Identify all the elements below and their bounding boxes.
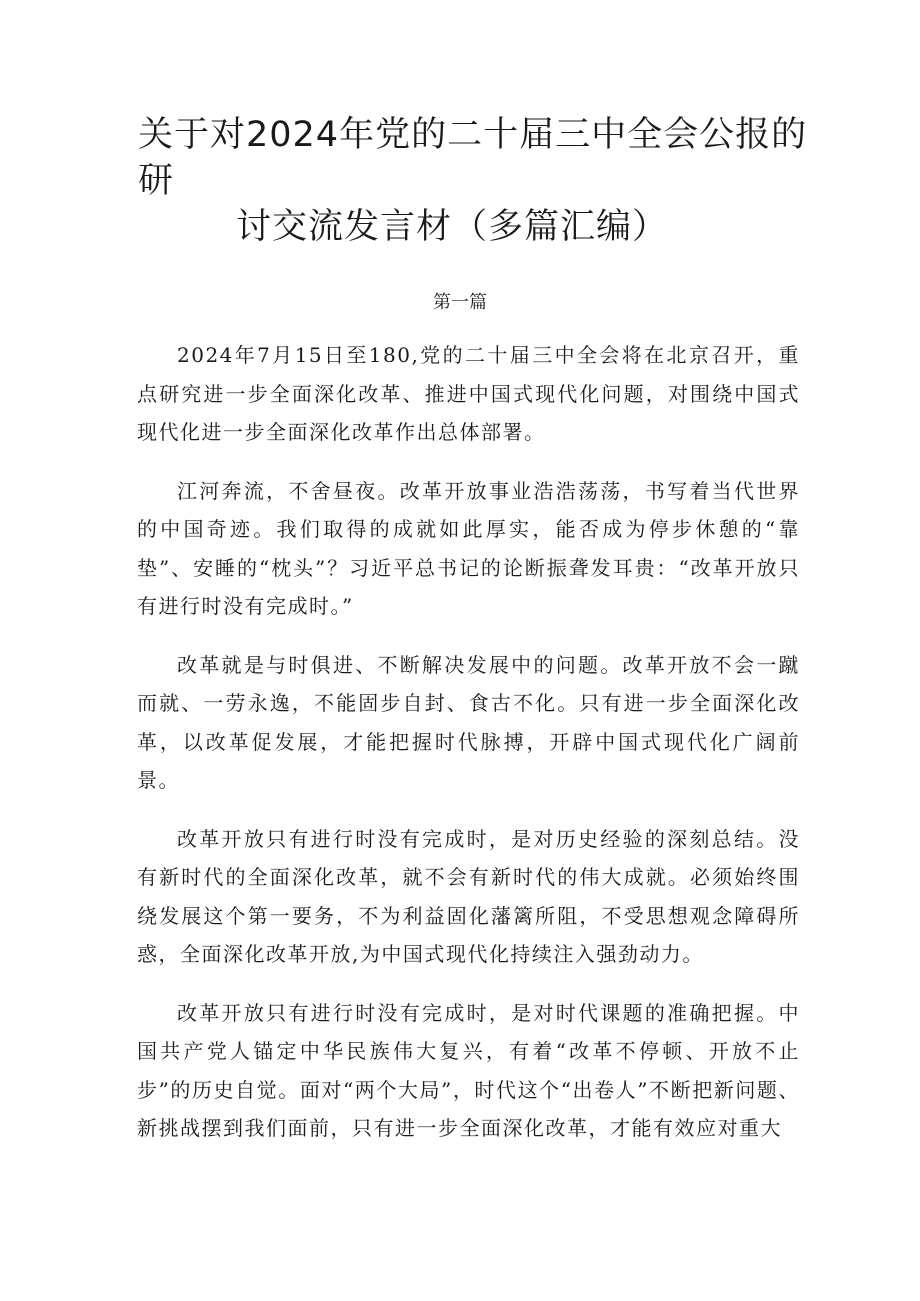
paragraph-3: 改革就是与时俱进、不断解决发展中的问题。改革开放不会一蹴而就、一劳永逸，不能固步自封、食古不化。只有进一步全面深化改革，以改革促发展，才能把握时代脉搏，开辟中国式现代化广阔前景。 [137, 652, 800, 792]
title-line-1: 关于对2024年党的二十届三中全会公报的研 [138, 115, 808, 201]
paragraph-4: 改革开放只有进行时没有完成时，是对历史经验的深刻总结。没有新时代的全面深化改革，就不会有新时代的伟大成就。必须始终围绕发展这个第一要务，不为利益固化藩篱所阻，不受思想观念障碍所惑，全面深化改革开放,为中国式现代化持续注入强劲动力。 [137, 826, 800, 966]
section-heading: 第一篇 [433, 292, 487, 313]
paragraph-5: 改革开放只有进行时没有完成时，是对时代课题的准确把握。中国共产党人锚定中华民族伟大复兴，有着“改革不停顿、开放不止步”的历史自觉。面对“两个大局”，时代这个“出卷人”不断把新问题、新挑战摆到我们面前，只有进一步全面深化改革，才能有效应对重大 [137, 1000, 800, 1140]
title-line-2: 讨交流发言材（多篇汇编） [236, 207, 669, 247]
paragraph-1: 2024年7月15日至180,党的二十届三中全会将在北京召开，重点研究进一步全面深化改革、推进中国式现代化问题，对围绕中国式现代化进一步全面深化改革作出总体部署。 [137, 343, 800, 444]
document-title [138, 112, 818, 250]
paragraph-2: 江河奔流，不舍昼夜。改革开放事业浩浩荡荡，书写着当代世界的中国奇迹。我们取得的成就如此厚实，能否成为停步休憩的“靠垫”、安睡的“枕头”？习近平总书记的论断振聋发耳贵：“改革开放只有进行时没有完成时。” [137, 478, 800, 618]
document-body [137, 336, 800, 1168]
